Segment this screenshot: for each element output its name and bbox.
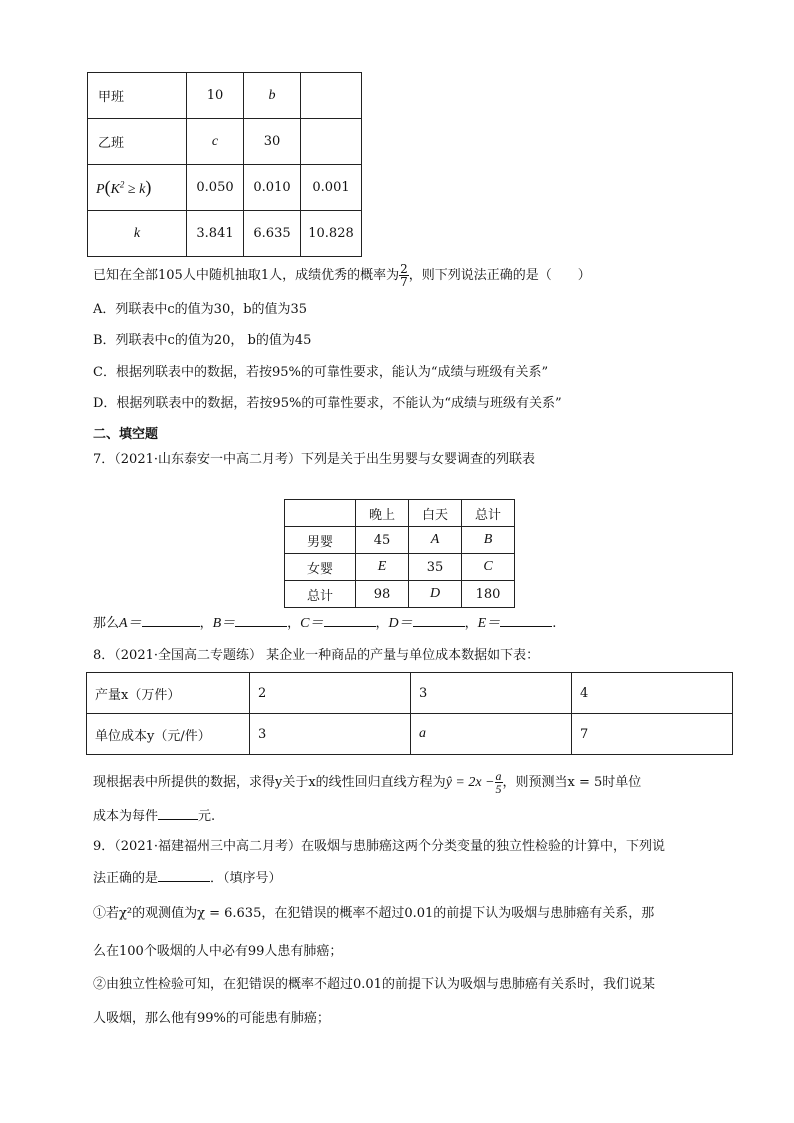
table-cell: 0.001 [301, 165, 362, 211]
section-title: 二、填空题 [93, 427, 159, 442]
q8-answer-blank[interactable] [158, 806, 198, 820]
production-cost-table [86, 672, 733, 755]
q9-text: 法正确的是 [93, 871, 159, 886]
separator: ， [375, 616, 389, 631]
q6-stem-text-end: ，则下列说法正确的是（ ） [408, 268, 591, 283]
q9-item2-line2: 人吸烟，那么他有99%的可能患有肺癌； [93, 1011, 330, 1026]
q6-stem-text: 已知在全部105人中随机抽取1人，成绩优秀的概率为 [93, 268, 400, 283]
answer-blank-a[interactable] [142, 613, 200, 627]
q6-option-a: A．列联表中c的值为30，b的值为35 [93, 302, 308, 317]
answer-label-a: A＝ [119, 616, 142, 631]
table-cell: 30 [244, 119, 301, 165]
table-cell: 2 [250, 673, 411, 714]
q8-answer-line [93, 806, 215, 826]
table-row [87, 714, 733, 755]
table-cell: B [462, 527, 515, 554]
fraction-numerator: 2 [400, 262, 408, 276]
answer-blank-d[interactable] [413, 613, 465, 627]
table-cell [285, 500, 356, 527]
q6-stem [93, 263, 591, 288]
equation-fraction [495, 770, 503, 795]
q6-option-d: D．根据列联表中的数据，若按95%的可靠性要求，不能认为“成绩与班级有关系” [93, 396, 562, 411]
table-cell: a [411, 714, 572, 755]
table-cell: E [356, 554, 409, 581]
table-cell: 98 [356, 581, 409, 608]
table-cell: 6.635 [244, 211, 301, 257]
table-header-cell: 晚上 [356, 500, 409, 527]
table-cell: D [409, 581, 462, 608]
table-cell: 总计 [285, 581, 356, 608]
table-header-cell: 总计 [462, 500, 515, 527]
table-cell: 0.050 [187, 165, 244, 211]
table-cell: C [462, 554, 515, 581]
separator: ， [287, 616, 301, 631]
q6-fraction [399, 263, 409, 288]
q7-answer-line [93, 613, 556, 633]
q6-option-c: C．根据列联表中的数据，若按95%的可靠性要求，能认为“成绩与班级有关系” [93, 365, 549, 380]
table-cell: 乙班 [88, 119, 187, 165]
q9-stem-line2 [93, 868, 282, 888]
table-row [285, 527, 515, 554]
table-cell: 女婴 [285, 554, 356, 581]
answer-blank-b[interactable] [235, 613, 287, 627]
table-cell: 甲班 [88, 73, 187, 119]
table-cell: 10 [187, 73, 244, 119]
fraction-denominator: 7 [400, 275, 408, 289]
q8-answer-prefix: 成本为每件 [93, 809, 159, 824]
table-row [285, 581, 515, 608]
table-cell: 180 [462, 581, 515, 608]
table-cell [301, 73, 362, 119]
fraction-denominator: 5 [495, 782, 502, 796]
q9-answer-blank[interactable] [158, 868, 210, 882]
separator: ， [464, 616, 478, 631]
table-row [87, 673, 733, 714]
table-header-cell: 白天 [409, 500, 462, 527]
q8-text: 现根据表中所提供的数据，求得y关于x的线性回归直线方程为 [93, 775, 446, 790]
table-row [285, 500, 515, 527]
prob-var: K [110, 182, 120, 197]
answer-end: . [552, 616, 557, 631]
q9-stem-line1: 9．（2021·福建福州三中高二月考）在吸烟与患肺癌这两个分类变量的独立性检验的计算中，下列说 [93, 839, 665, 854]
table-cell: 3.841 [187, 211, 244, 257]
q8-text-end: ，则预测当x = 5时单位 [502, 775, 642, 790]
prob-rel: ≥ k [124, 182, 146, 197]
q8-regression-line [93, 770, 641, 795]
table-cell: 4 [572, 673, 733, 714]
table-row [88, 119, 362, 165]
table-cell: A [409, 527, 462, 554]
q8-stem: 8．（2021·全国高二专题练） 某企业一种商品的产量与单位成本数据如下表： [93, 648, 540, 663]
table-cell: b [244, 73, 301, 119]
table-cell: 7 [572, 714, 733, 755]
table-cell: k [88, 211, 187, 257]
table-cell [301, 119, 362, 165]
table-cell: 10.828 [301, 211, 362, 257]
table-cell: 35 [409, 554, 462, 581]
answer-label-c: C＝ [300, 616, 324, 631]
prob-exp: 2 [119, 179, 125, 190]
q9-item2-line1: ②由独立性检验可知，在犯错误的概率不超过0.01的前提下认为吸烟与患肺癌有关系时，我们说某 [93, 977, 655, 992]
answer-label-b: B＝ [212, 616, 236, 631]
answer-prefix: 那么 [93, 616, 120, 631]
answer-label-e: E＝ [477, 616, 501, 631]
probability-label-cell: $P(K^2 \ge k)$ [88, 165, 187, 211]
table-cell: c [187, 119, 244, 165]
q6-option-b: B．列联表中c的值为20， b的值为45 [93, 333, 312, 348]
q7-stem: 7．（2021·山东泰安一中高二月考）下列是关于出生男婴与女婴调查的列联表 [93, 452, 535, 467]
table-cell: 3 [411, 673, 572, 714]
table-row [88, 165, 362, 211]
table-row [88, 73, 362, 119]
table-cell: 0.010 [244, 165, 301, 211]
table-cell: 3 [250, 714, 411, 755]
contingency-table-2 [284, 499, 515, 608]
fraction-numerator: a [495, 769, 502, 783]
contingency-table-1 [87, 72, 362, 257]
table-cell: 产量x（万件） [87, 673, 250, 714]
q9-item1-line2: 么在100个吸烟的人中必有99人患有肺癌； [93, 944, 343, 959]
prob-p: P [96, 182, 105, 197]
table-cell: 男婴 [285, 527, 356, 554]
answer-label-d: D＝ [388, 616, 413, 631]
table-row [285, 554, 515, 581]
separator: ， [199, 616, 213, 631]
q8-answer-suffix: 元. [198, 809, 216, 824]
answer-blank-e[interactable] [500, 613, 552, 627]
q9-text-end: ．（填序号） [210, 871, 282, 886]
q9-item1-line1: ①若χ²的观测值为χ = 6.635，在犯错误的概率不超过0.01的前提下认为吸烟与患肺癌有关系，那 [93, 906, 655, 921]
answer-blank-c[interactable] [324, 613, 376, 627]
table-cell: 单位成本y（元/件） [87, 714, 250, 755]
table-row [88, 211, 362, 257]
regression-equation: ŷ = 2x − [445, 775, 495, 790]
table-cell: 45 [356, 527, 409, 554]
